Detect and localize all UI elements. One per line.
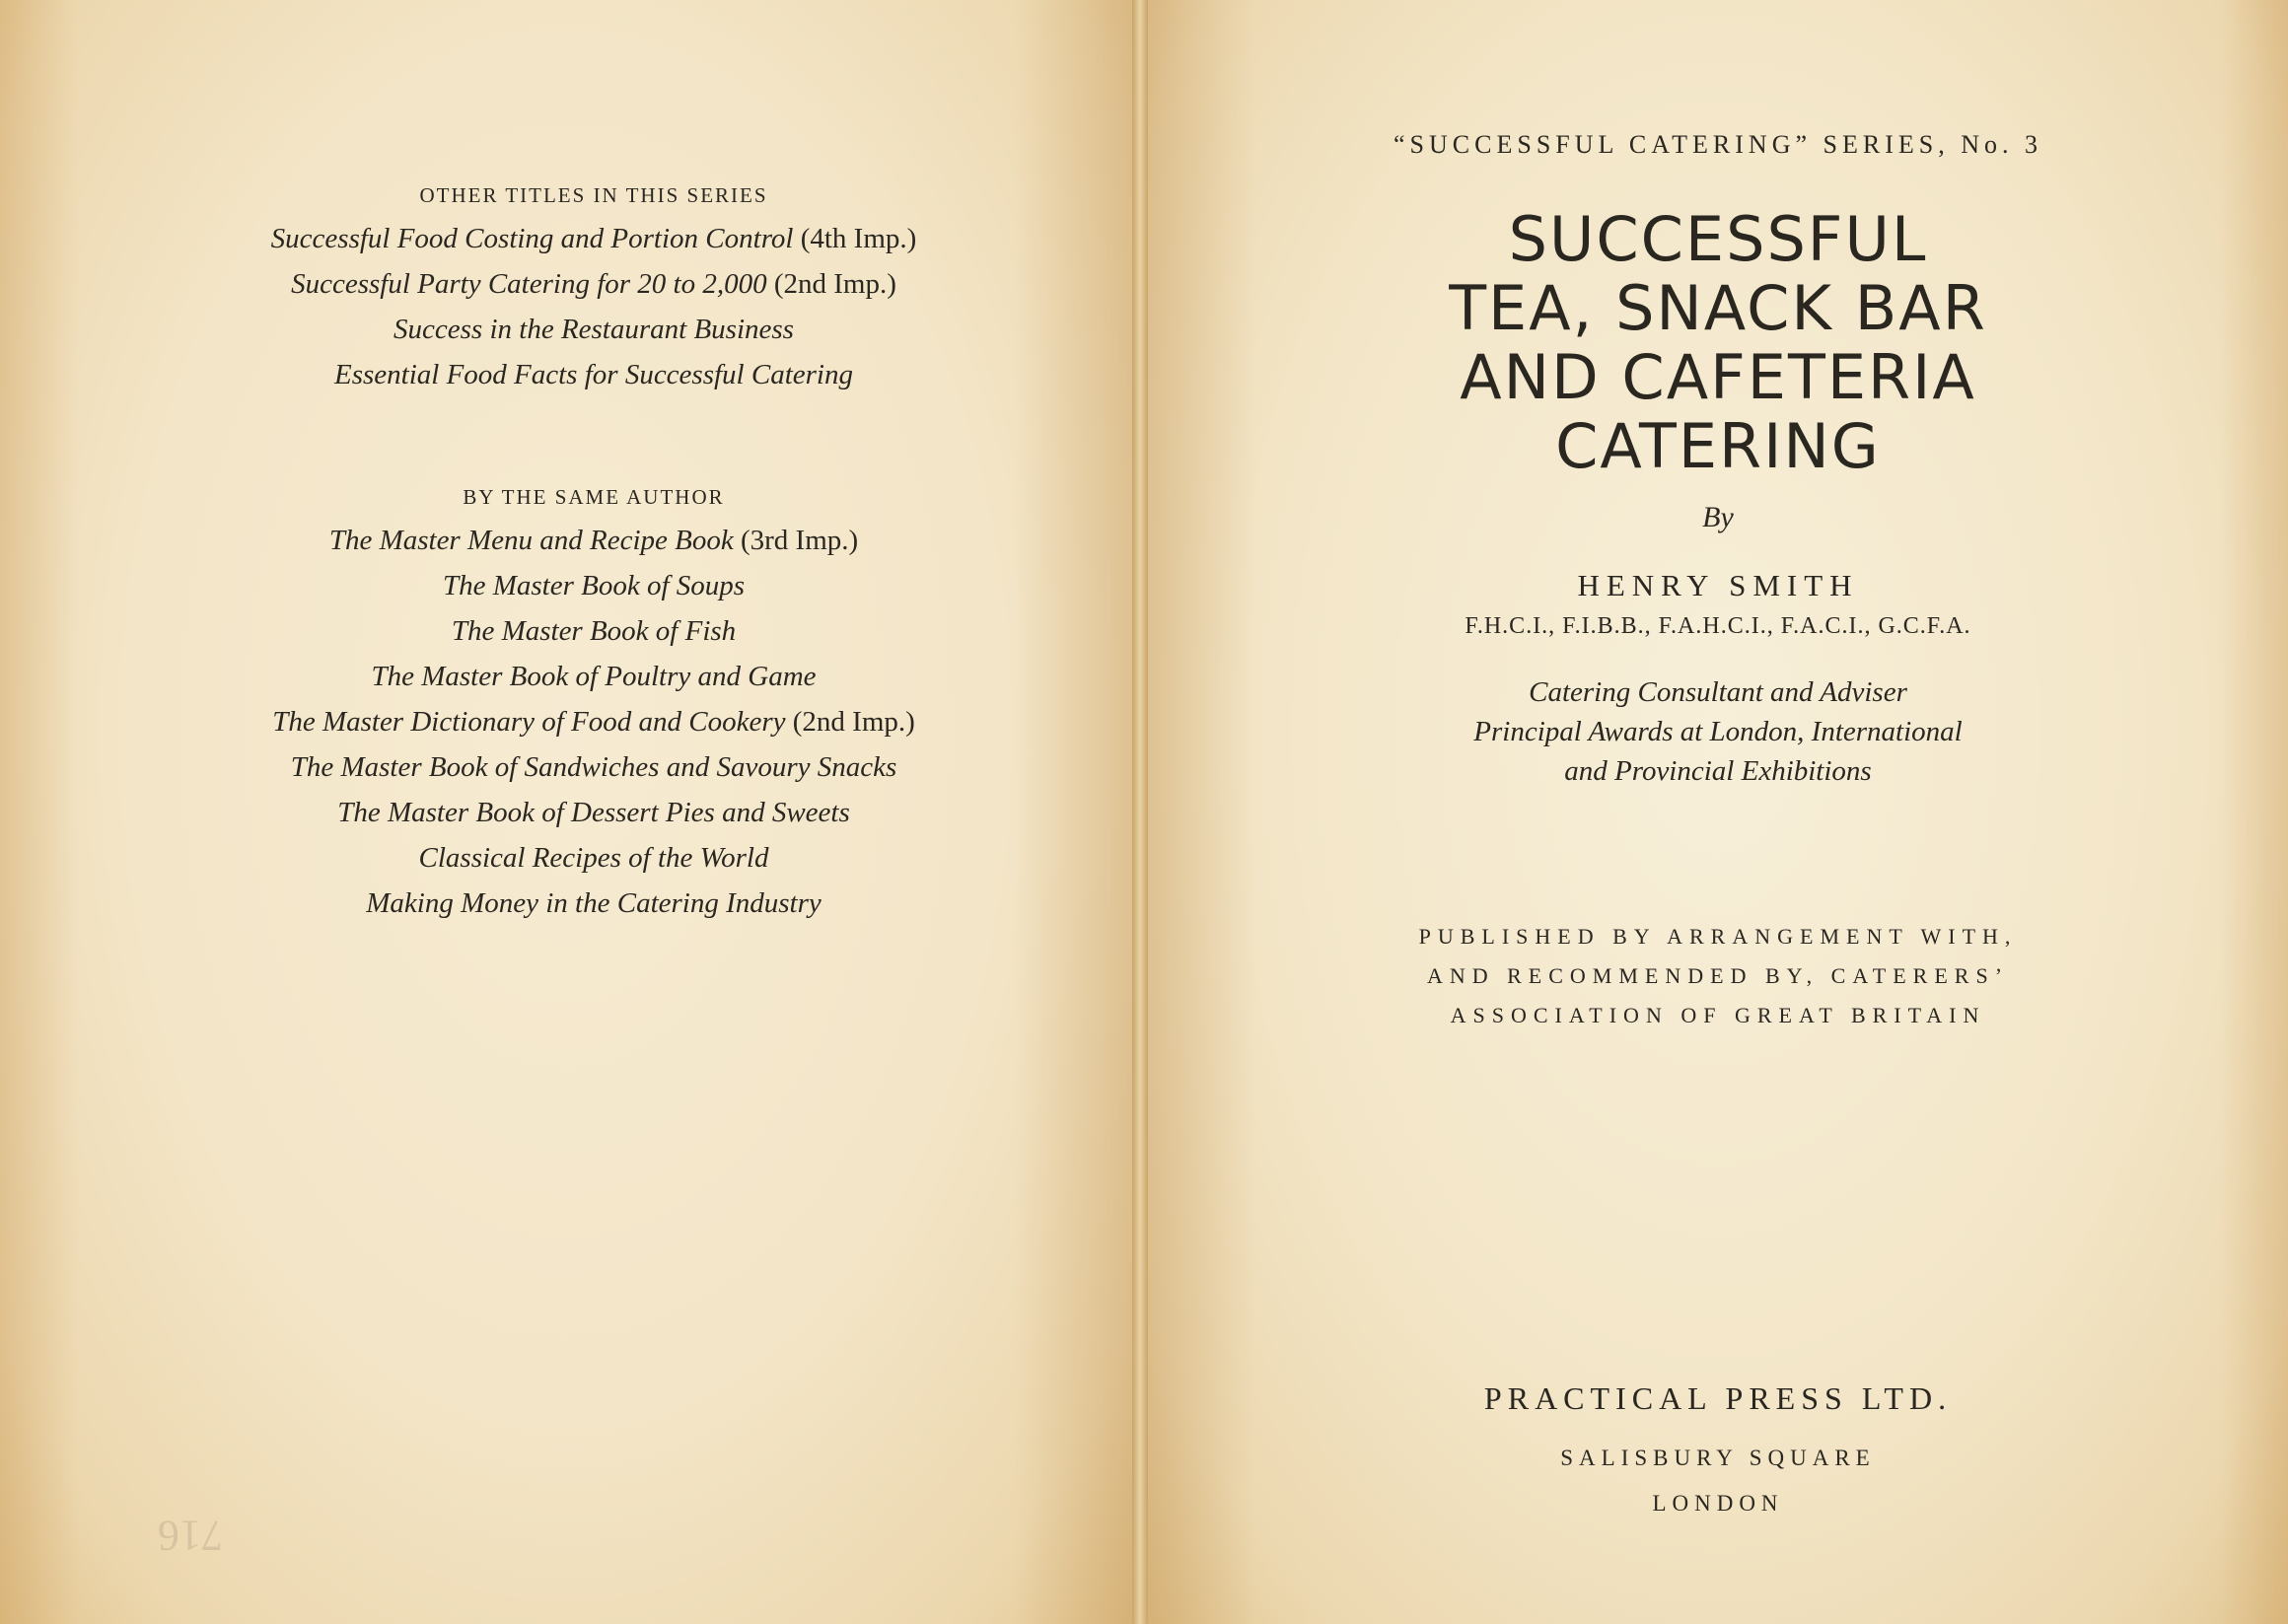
series-title-list (150, 216, 1037, 397)
author-heading: BY THE SAME AUTHOR (463, 485, 725, 509)
page-title (1148, 205, 2288, 481)
title-line: AND CAFETERIA (1460, 341, 1976, 413)
author-name: HENRY SMITH (1577, 568, 1859, 602)
title-line: CATERING (1555, 410, 1881, 482)
list-item: Classical Recipes of the World (418, 842, 769, 874)
list-item: The Master Book of Dessert Pies and Sweets (337, 797, 850, 828)
list-item: Essential Food Facts for Successful Catering (334, 359, 853, 390)
book-gutter (1132, 0, 1148, 1624)
list-item: The Master Book of Poultry and Game (371, 661, 817, 692)
author-title-list (150, 518, 1037, 926)
list-item: Success in the Restaurant Business (393, 314, 794, 345)
list-item: The Master Book of Soups (442, 570, 746, 601)
author-section (150, 485, 1037, 926)
publisher-note-line: PUBLISHED BY ARRANGEMENT WITH, (1418, 924, 2018, 949)
list-item: The Master Book of Sandwiches and Savoury Snacks (290, 751, 897, 783)
title-line: SUCCESSFUL (1508, 203, 1928, 275)
address-line: SALISBURY SQUARE (1560, 1446, 1876, 1470)
list-item: Making Money in the Catering Industry (366, 887, 822, 919)
series-heading: OTHER TITLES IN THIS SERIES (419, 183, 768, 207)
publisher-address (1148, 1436, 2288, 1526)
publisher-note (1148, 917, 2288, 1035)
right-page (1148, 0, 2288, 1624)
list-item: Successful Food Costing and Portion Control (4th Imp.) (270, 223, 917, 254)
list-item: The Master Dictionary of Food and Cookery (2nd Imp.) (272, 706, 915, 738)
description-line: Principal Awards at London, International (1473, 716, 1963, 747)
title-line: TEA, SNACK BAR (1449, 272, 1987, 344)
description-line: and Provincial Exhibitions (1564, 755, 1872, 787)
author-description (1148, 672, 2288, 791)
address-line: LONDON (1652, 1491, 1784, 1516)
pencil-mark: 716 (158, 1512, 223, 1560)
left-page (0, 0, 1132, 1624)
description-line: Catering Consultant and Adviser (1529, 676, 1907, 708)
publisher-name: PRACTICAL PRESS LTD. (1483, 1380, 1953, 1416)
list-item: The Master Menu and Recipe Book (3rd Imp.) (328, 525, 859, 556)
series-line: “SUCCESSFUL CATERING” SERIES, No. 3 (1394, 130, 2042, 159)
series-section (150, 183, 1037, 397)
by-line: By (1702, 501, 1734, 533)
list-item: Successful Party Catering for 20 to 2,000 (2nd Imp.) (291, 268, 896, 300)
publisher-note-line: ASSOCIATION OF GREAT BRITAIN (1450, 1003, 1986, 1027)
list-item: The Master Book of Fish (451, 615, 737, 647)
author-qualifications: F.H.C.I., F.I.B.B., F.A.H.C.I., F.A.C.I., G.C.F.A. (1465, 613, 1971, 639)
publisher-note-line: AND RECOMMENDED BY, CATERERS’ (1426, 963, 2010, 988)
